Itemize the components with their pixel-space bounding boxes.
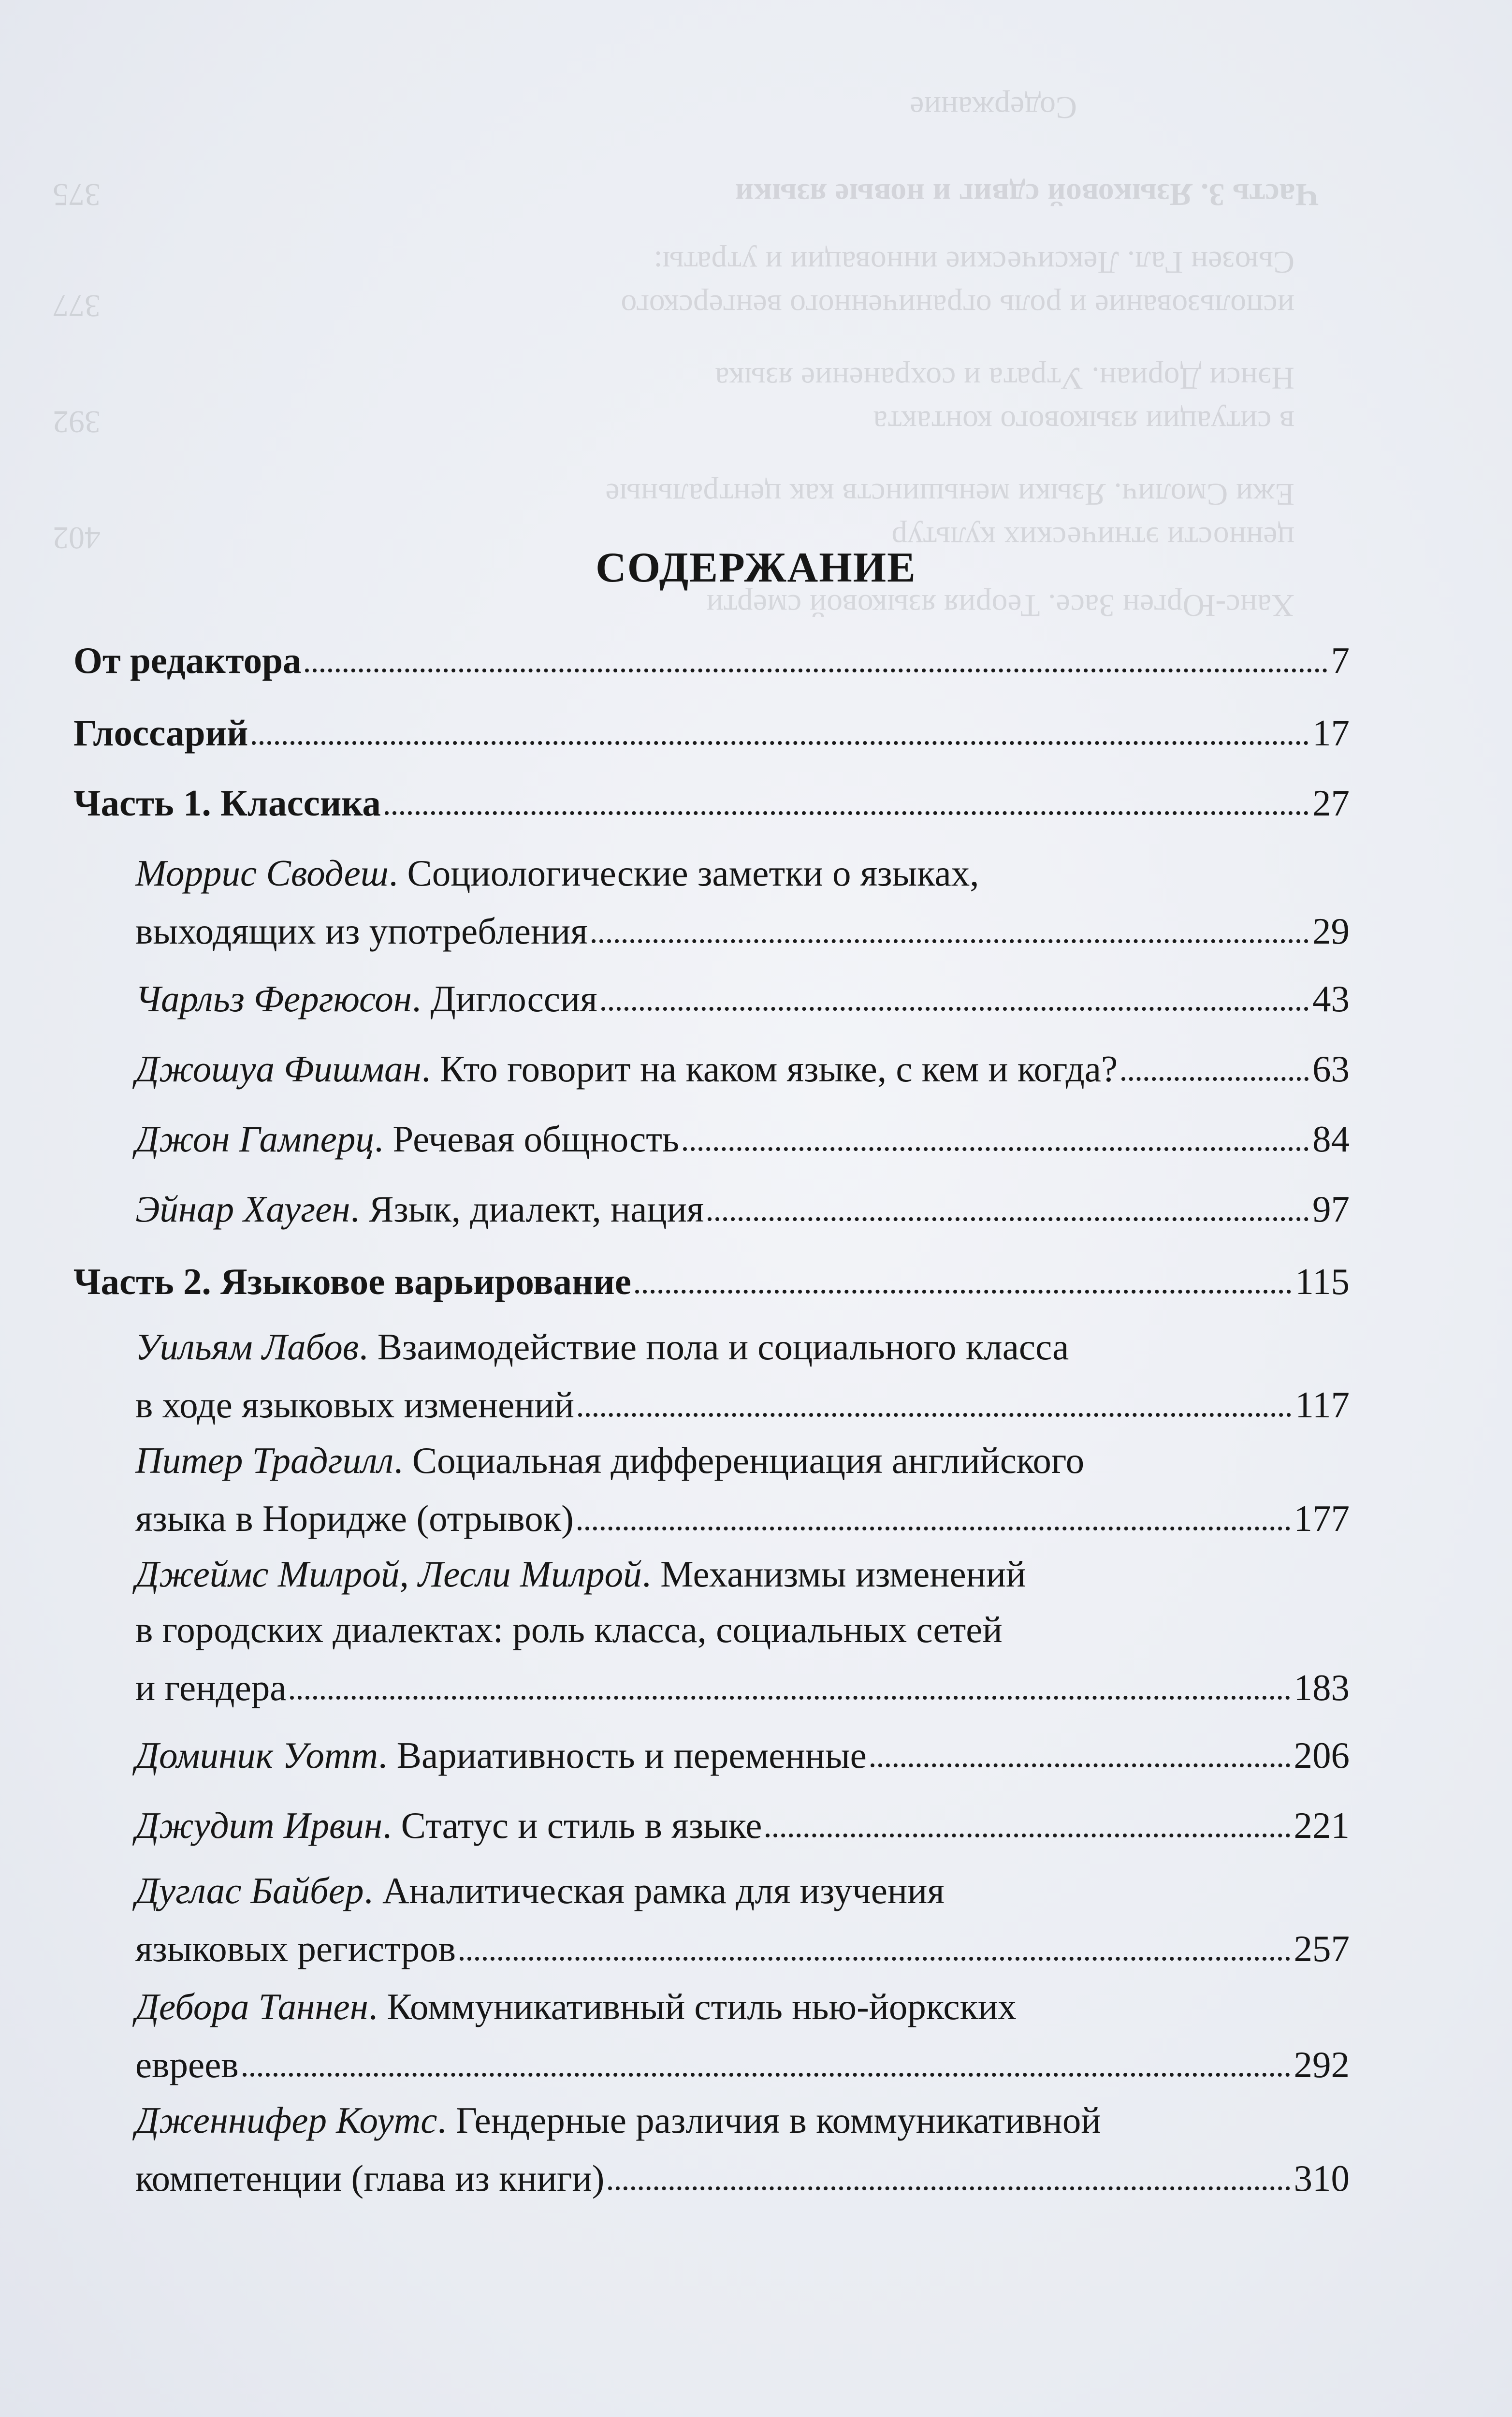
dot-leader	[243, 2066, 1290, 2077]
toc-entry-line	[135, 1431, 1084, 1479]
dot-leader	[1121, 1070, 1308, 1081]
toc-entry-line	[135, 1544, 1026, 1593]
toc-entry-author: Чарльз Фергюсон	[135, 978, 412, 1019]
toc-entry[interactable]	[135, 2149, 1350, 2197]
toc-entry-page: 206	[1294, 1734, 1350, 1776]
toc-entry-title: . Язык, диалект, нация	[350, 1188, 704, 1230]
toc-entry-page: 29	[1312, 910, 1350, 952]
dot-leader	[290, 1689, 1290, 1700]
toc-entry-title: . Коммуникативный стиль нью-йоркских	[368, 1986, 1017, 2027]
dot-leader	[635, 1283, 1291, 1294]
toc-entry-page: 117	[1295, 1384, 1350, 1426]
toc-part[interactable]	[73, 1252, 1350, 1300]
toc-entry-title: компетенции (глава из книги)	[135, 2157, 605, 2199]
toc-entry-line	[135, 2091, 1101, 2139]
toc-entry-page: 7	[1331, 640, 1350, 681]
toc-entry-page: 17	[1312, 712, 1350, 754]
dot-leader	[578, 1520, 1290, 1530]
toc-entry-page: 257	[1294, 1928, 1350, 1969]
dot-leader	[683, 1140, 1308, 1151]
toc-entry-page: 84	[1312, 1118, 1350, 1160]
toc-entry-page: 43	[1312, 978, 1350, 1019]
toc-entry[interactable]	[135, 1375, 1350, 1424]
toc-entry[interactable]	[135, 1726, 1350, 1774]
toc-entry-title: в городских диалектах: роль класса, социальных сетей	[135, 1609, 1003, 1650]
toc-entry-author: Доминик Уотт	[135, 1734, 378, 1776]
toc-entry-title: . Вариативность и переменные	[378, 1734, 867, 1776]
toc-entry-title: . Социальная дифференциация английского	[393, 1440, 1085, 1481]
toc-entry-title: . Взаимодействие пола и социального класса	[359, 1326, 1069, 1368]
toc-entry-title: . Речевая общность	[374, 1118, 680, 1160]
toc-entry[interactable]	[135, 1796, 1350, 1844]
toc-entry-author: Питер Традгилл	[135, 1440, 394, 1481]
dot-leader	[592, 932, 1308, 943]
toc-part-label: Часть 1. Классика	[73, 782, 381, 824]
toc-entry-author: Эйнар Хауген	[135, 1188, 350, 1230]
dot-leader	[766, 1827, 1290, 1837]
toc-entry-title: выходящих из употребления	[135, 910, 588, 952]
toc-entry-title: и гендера	[135, 1667, 287, 1708]
toc-entry-title: языка в Норидже (отрывок)	[135, 1498, 574, 1539]
toc-entry-page: 27	[1312, 782, 1350, 824]
toc-entry-title: . Гендерные различия в коммуникативной	[437, 2099, 1101, 2141]
dot-leader	[601, 1000, 1308, 1011]
toc-entry[interactable]	[73, 703, 1350, 752]
toc-entry-author: Джеймс Милрой, Лесли Милрой	[135, 1553, 642, 1595]
toc-entry[interactable]	[135, 1179, 1350, 1228]
toc-entry[interactable]	[73, 631, 1350, 679]
toc-entry-author: Джошуа Фишман	[135, 1048, 422, 1090]
toc-entry-page: 177	[1294, 1498, 1350, 1539]
toc-entry-title: . Аналитическая рамка для изучения	[363, 1870, 945, 1911]
dot-leader	[385, 804, 1308, 815]
dot-leader	[708, 1210, 1308, 1221]
toc-entry-label: Глоссарий	[73, 712, 248, 754]
toc-entry[interactable]	[135, 1489, 1350, 1537]
toc-entry-line	[135, 844, 979, 892]
toc-entry-author: Уильям Лабов	[135, 1326, 359, 1368]
toc-entry-line	[135, 1317, 1069, 1366]
toc-entry-author: Джудит Ирвин	[135, 1805, 383, 1846]
toc-entry-page: 63	[1312, 1048, 1350, 1090]
toc-entry-line	[135, 1861, 945, 1909]
page-title: СОДЕРЖАНИЕ	[596, 544, 916, 591]
dot-leader	[252, 734, 1308, 745]
toc-entry[interactable]	[135, 1039, 1350, 1088]
toc-entry-author: Дженнифер Коутс	[135, 2099, 437, 2141]
toc-entry-page: 97	[1312, 1188, 1350, 1230]
toc-entry-page: 115	[1295, 1261, 1350, 1302]
toc-entry-title: языковых регистров	[135, 1928, 456, 1969]
toc-entry-author: Дуглас Байбер	[135, 1870, 364, 1911]
toc-entry[interactable]	[135, 969, 1350, 1018]
toc-entry-title: . Механизмы изменений	[641, 1553, 1026, 1595]
toc-part-label: Часть 2. Языковое варьирование	[73, 1261, 631, 1302]
toc-entry-title: . Кто говорит на каком языке, с кем и когда?	[421, 1048, 1118, 1090]
toc-entry-page: 310	[1294, 2157, 1350, 2199]
toc-entry-line	[135, 1977, 1017, 2025]
toc-entry[interactable]	[135, 2035, 1350, 2083]
toc-entry-page: 183	[1294, 1667, 1350, 1708]
dot-leader	[871, 1757, 1290, 1767]
dot-leader	[608, 2180, 1290, 2190]
dot-leader	[305, 662, 1327, 672]
toc-entry-title: . Диглоссия	[411, 978, 597, 1019]
toc-entry[interactable]	[135, 1919, 1350, 1967]
toc-entry[interactable]	[135, 1109, 1350, 1158]
toc-entry-label: От редактора	[73, 640, 302, 681]
toc-entry[interactable]	[135, 1658, 1350, 1706]
toc-entry-page: 221	[1294, 1805, 1350, 1846]
toc-entry-author: Дебора Таннен	[135, 1986, 368, 2027]
toc-entry-title: . Социологические заметки о языках,	[388, 852, 979, 894]
toc-entry-author: Джон Гамперц	[135, 1118, 374, 1160]
toc-entry-page: 292	[1294, 2044, 1350, 2085]
toc-part[interactable]	[73, 773, 1350, 822]
toc-entry-author: Моррис Сводеш	[135, 852, 389, 894]
toc-entry-title: евреев	[135, 2044, 239, 2085]
dot-leader	[460, 1950, 1290, 1961]
toc-entry-title: . Статус и стиль в языке	[382, 1805, 762, 1846]
toc-entry-line	[135, 1600, 1003, 1648]
toc-entry-title: в ходе языковых изменений	[135, 1384, 574, 1426]
toc-entry[interactable]	[135, 902, 1350, 950]
dot-leader	[578, 1406, 1291, 1417]
